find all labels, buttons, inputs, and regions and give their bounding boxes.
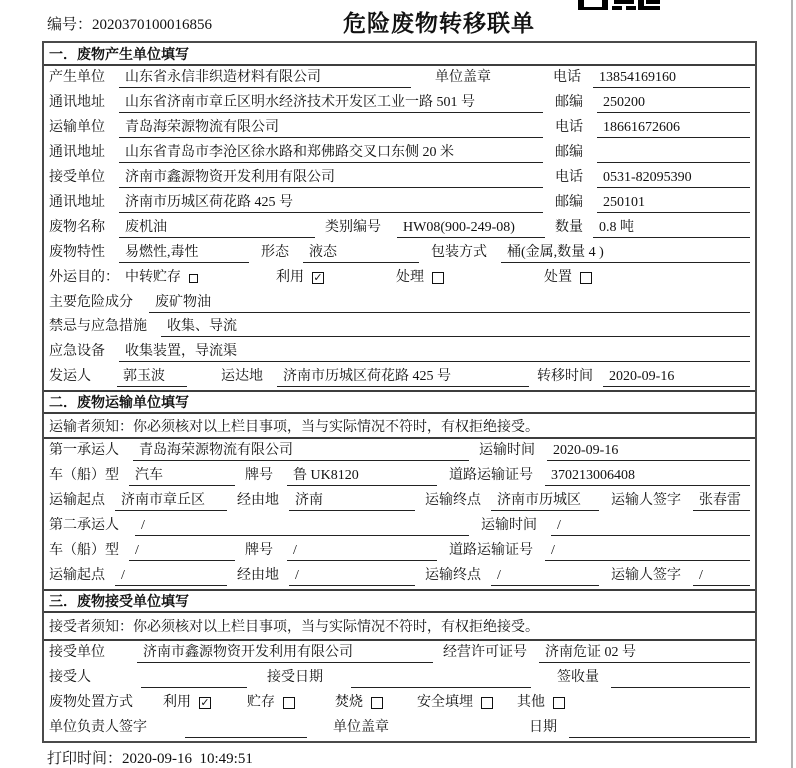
via-value: 济南 bbox=[289, 489, 415, 511]
license-number-value: 济南危证 02 号 bbox=[539, 641, 750, 663]
responsible-sign-value bbox=[185, 736, 307, 738]
emergency-measures-value: 收集、导流 bbox=[161, 316, 750, 338]
row-waste-characteristics bbox=[44, 241, 755, 266]
option-store-label: 贮存 bbox=[247, 694, 275, 710]
transfer-date-value: 2020-09-16 bbox=[603, 369, 750, 387]
unit-seal-label: 单位盖章 bbox=[333, 719, 389, 735]
origin-label: 运输起点 bbox=[49, 493, 105, 509]
row-vehicle-2 bbox=[44, 539, 755, 564]
disposal-method-label: 废物处置方式 bbox=[49, 694, 133, 710]
waste-name-label: 废物名称 bbox=[49, 219, 105, 235]
vehicle-type-value: 汽车 bbox=[129, 464, 235, 486]
row-emergency-equipment bbox=[44, 340, 755, 365]
print-time-label: 打印时间： bbox=[47, 751, 123, 767]
accept-date-label: 接受日期 bbox=[267, 670, 323, 686]
transporter-label: 运输单位 bbox=[49, 119, 105, 135]
characteristics-label: 废物特性 bbox=[49, 244, 105, 260]
option-transfer-storage-label: 中转贮存 bbox=[125, 269, 181, 285]
quantity-value: 0.8 吨 bbox=[593, 216, 750, 238]
carrier-sign-value: / bbox=[693, 568, 750, 586]
row-route-1 bbox=[44, 489, 755, 514]
row-transfer-purpose bbox=[44, 266, 755, 291]
road-permit-value: / bbox=[545, 543, 750, 561]
print-time-value: 2020-09-16 10:49:51 bbox=[122, 751, 253, 767]
checkbox-dispose[interactable] bbox=[580, 272, 592, 284]
address-value: 山东省济南市章丘区明水经济技术开发区工业一路 501 号 bbox=[119, 91, 543, 113]
carrier-sign-label: 运输人签字 bbox=[611, 493, 681, 509]
checkbox-treat[interactable] bbox=[432, 272, 444, 284]
signed-quantity-label: 签收量 bbox=[557, 670, 599, 686]
serial-label: 编号： bbox=[47, 17, 93, 33]
checkbox-store[interactable] bbox=[283, 697, 295, 709]
second-carrier-value: / bbox=[135, 518, 469, 536]
endpoint-label: 运输终点 bbox=[425, 493, 481, 509]
row-emergency-measures bbox=[44, 316, 755, 341]
transport-time-value: 2020-09-16 bbox=[547, 443, 750, 461]
accept-date-value bbox=[351, 686, 531, 688]
waste-name-value: 废机油 bbox=[119, 216, 315, 238]
row-first-carrier bbox=[44, 439, 755, 464]
first-carrier-value: 青岛海荣源物流有限公司 bbox=[133, 439, 469, 461]
plate-number-label: 牌号 bbox=[245, 543, 273, 559]
zip-label: 邮编 bbox=[555, 194, 583, 210]
emergency-measures-label: 禁忌与应急措施 bbox=[49, 319, 147, 335]
transport-time-label: 运输时间 bbox=[479, 443, 535, 459]
emergency-equipment-label: 应急设备 bbox=[49, 344, 105, 360]
hazard-components-label: 主要危险成分 bbox=[49, 294, 133, 310]
phone-label: 电话 bbox=[555, 169, 583, 185]
row-receiver-address bbox=[44, 191, 755, 216]
qr-code-icon bbox=[578, 0, 660, 10]
packaging-value: 桶(金属,数量 4 ) bbox=[501, 241, 750, 263]
origin-value: / bbox=[115, 568, 227, 586]
date-label: 日期 bbox=[529, 719, 557, 735]
vehicle-type-value: / bbox=[129, 543, 235, 561]
first-carrier-label: 第一承运人 bbox=[49, 443, 119, 459]
license-number-label: 经营许可证号 bbox=[443, 645, 527, 661]
phone-value: 13854169160 bbox=[593, 70, 750, 88]
phone-label: 电话 bbox=[553, 69, 581, 85]
zip-label: 邮编 bbox=[555, 94, 583, 110]
zip-value: 250101 bbox=[597, 195, 750, 213]
address-value: 济南市历城区荷花路 425 号 bbox=[119, 191, 543, 213]
option-landfill-label: 安全填埋 bbox=[417, 694, 473, 710]
row-responsible-signature bbox=[44, 716, 755, 741]
row-transporter-address bbox=[44, 141, 755, 166]
row-acceptor bbox=[44, 666, 755, 691]
date-value bbox=[569, 736, 750, 738]
zip-label: 邮编 bbox=[555, 144, 583, 160]
quantity-label: 数量 bbox=[555, 219, 583, 235]
hazard-components-value: 废矿物油 bbox=[149, 291, 750, 313]
emergency-equipment-value: 收集装置，导流渠 bbox=[119, 340, 750, 362]
packaging-label: 包装方式 bbox=[431, 244, 487, 260]
accepting-unit-value: 济南市鑫源物资开发利用有限公司 bbox=[137, 641, 433, 663]
row-transporter bbox=[44, 116, 755, 141]
shipper-label: 发运人 bbox=[49, 369, 91, 385]
carrier-sign-label: 运输人签字 bbox=[611, 568, 681, 584]
phone-value: 18661672606 bbox=[597, 120, 750, 138]
checkbox-other[interactable] bbox=[553, 697, 565, 709]
option-treat-label: 处理 bbox=[396, 269, 424, 285]
carrier-sign-value: 张春雷 bbox=[693, 489, 750, 511]
receiver-notice: 接受者须知：你必须核对以上栏目事项，当与实际情况不符时，有权拒绝接受。 bbox=[44, 613, 755, 641]
destination-value: 济南市历城区荷花路 425 号 bbox=[277, 365, 529, 387]
row-receiver bbox=[44, 166, 755, 191]
transfer-date-label: 转移时间 bbox=[537, 369, 593, 385]
row-waste-name bbox=[44, 216, 755, 241]
option-incinerate-label: 焚烧 bbox=[335, 694, 363, 710]
via-value: / bbox=[289, 568, 415, 586]
destination-label: 运达地 bbox=[221, 369, 263, 385]
address-value: 山东省青岛市李沧区徐水路和郑佛路交叉口东侧 20 米 bbox=[119, 141, 543, 163]
producer-value: 山东省永信非织造材料有限公司 bbox=[119, 66, 411, 88]
responsible-sign-label: 单位负责人签字 bbox=[49, 719, 147, 735]
zip-value bbox=[597, 161, 750, 163]
endpoint-value: 济南市历城区 bbox=[491, 489, 599, 511]
row-vehicle-1 bbox=[44, 464, 755, 489]
section3-header: 三．废物接受单位填写 bbox=[44, 589, 755, 613]
row-accepting-unit bbox=[44, 641, 755, 666]
row-route-2 bbox=[44, 564, 755, 589]
plate-number-label: 牌号 bbox=[245, 468, 273, 484]
road-permit-value: 370213006408 bbox=[545, 468, 750, 486]
characteristics-value: 易燃性,毒性 bbox=[119, 241, 249, 263]
unit-seal-label: 单位盖章 bbox=[435, 69, 491, 85]
transporter-value: 青岛海荣源物流有限公司 bbox=[119, 116, 543, 138]
checkbox-transfer-storage[interactable] bbox=[189, 274, 198, 283]
road-permit-label: 道路运输证号 bbox=[449, 543, 533, 559]
carrier-notice: 运输者须知：你必须核对以上栏目事项，当与实际情况不符时，有权拒绝接受。 bbox=[44, 414, 755, 439]
print-time bbox=[47, 747, 253, 768]
checkbox-utilize[interactable]: ✓ bbox=[313, 271, 323, 285]
page-title: 危险废物转移联单 bbox=[343, 10, 535, 36]
accepting-unit-label: 接受单位 bbox=[49, 645, 105, 661]
origin-label: 运输起点 bbox=[49, 568, 105, 584]
checkbox-recycle[interactable]: ✓ bbox=[200, 696, 210, 710]
row-producer bbox=[44, 66, 755, 91]
transport-time-value: / bbox=[551, 518, 750, 536]
receiver-label: 接受单位 bbox=[49, 169, 105, 185]
phone-label: 电话 bbox=[555, 119, 583, 135]
purpose-label: 外运目的： bbox=[49, 269, 119, 285]
origin-value: 济南市章丘区 bbox=[115, 489, 227, 511]
option-other-label: 其他 bbox=[517, 694, 545, 710]
form-state-label: 形态 bbox=[261, 244, 289, 260]
checkbox-landfill[interactable] bbox=[481, 697, 493, 709]
row-second-carrier bbox=[44, 514, 755, 539]
second-carrier-label: 第二承运人 bbox=[49, 518, 119, 534]
endpoint-value: / bbox=[491, 568, 599, 586]
endpoint-label: 运输终点 bbox=[425, 568, 481, 584]
category-code-label: 类别编号 bbox=[325, 219, 381, 235]
signed-quantity-value bbox=[611, 686, 750, 688]
serial-value: 2020370100016856 bbox=[92, 17, 213, 33]
section1-header: 一．废物产生单位填写 bbox=[44, 43, 755, 66]
via-label: 经由地 bbox=[237, 493, 279, 509]
form-state-value: 液态 bbox=[303, 241, 419, 263]
row-disposal-method bbox=[44, 691, 755, 716]
address-label: 通讯地址 bbox=[49, 194, 105, 210]
row-producer-address bbox=[44, 91, 755, 116]
row-hazard-components bbox=[44, 291, 755, 316]
shipper-value: 郭玉波 bbox=[117, 365, 187, 387]
producer-label: 产生单位 bbox=[49, 69, 105, 85]
vehicle-type-label: 车（船）型 bbox=[49, 468, 119, 484]
section2-header: 二．废物运输单位填写 bbox=[44, 390, 755, 414]
plate-number-value: 鲁 UK8120 bbox=[287, 464, 437, 486]
acceptor-label: 接受人 bbox=[49, 670, 91, 686]
road-permit-label: 道路运输证号 bbox=[449, 468, 533, 484]
via-label: 经由地 bbox=[237, 568, 279, 584]
checkbox-incinerate[interactable] bbox=[371, 697, 383, 709]
category-code-value: HW08(900-249-08) bbox=[397, 220, 545, 238]
option-utilize-label: 利用 bbox=[276, 269, 304, 285]
row-shipper bbox=[44, 365, 755, 390]
vehicle-type-label: 车（船）型 bbox=[49, 543, 119, 559]
receiver-value: 济南市鑫源物资开发利用有限公司 bbox=[119, 166, 543, 188]
transport-time-label: 运输时间 bbox=[481, 518, 537, 534]
acceptor-value bbox=[141, 686, 247, 688]
option-dispose-label: 处置 bbox=[544, 269, 572, 285]
plate-number-value: / bbox=[287, 543, 437, 561]
address-label: 通讯地址 bbox=[49, 144, 105, 160]
page-right-edge bbox=[791, 0, 793, 768]
hazardous-waste-manifest-form bbox=[42, 41, 757, 743]
phone-value: 0531-82095390 bbox=[597, 170, 750, 188]
zip-value: 250200 bbox=[597, 95, 750, 113]
option-recycle-label: 利用 bbox=[163, 694, 191, 710]
address-label: 通讯地址 bbox=[49, 94, 105, 110]
